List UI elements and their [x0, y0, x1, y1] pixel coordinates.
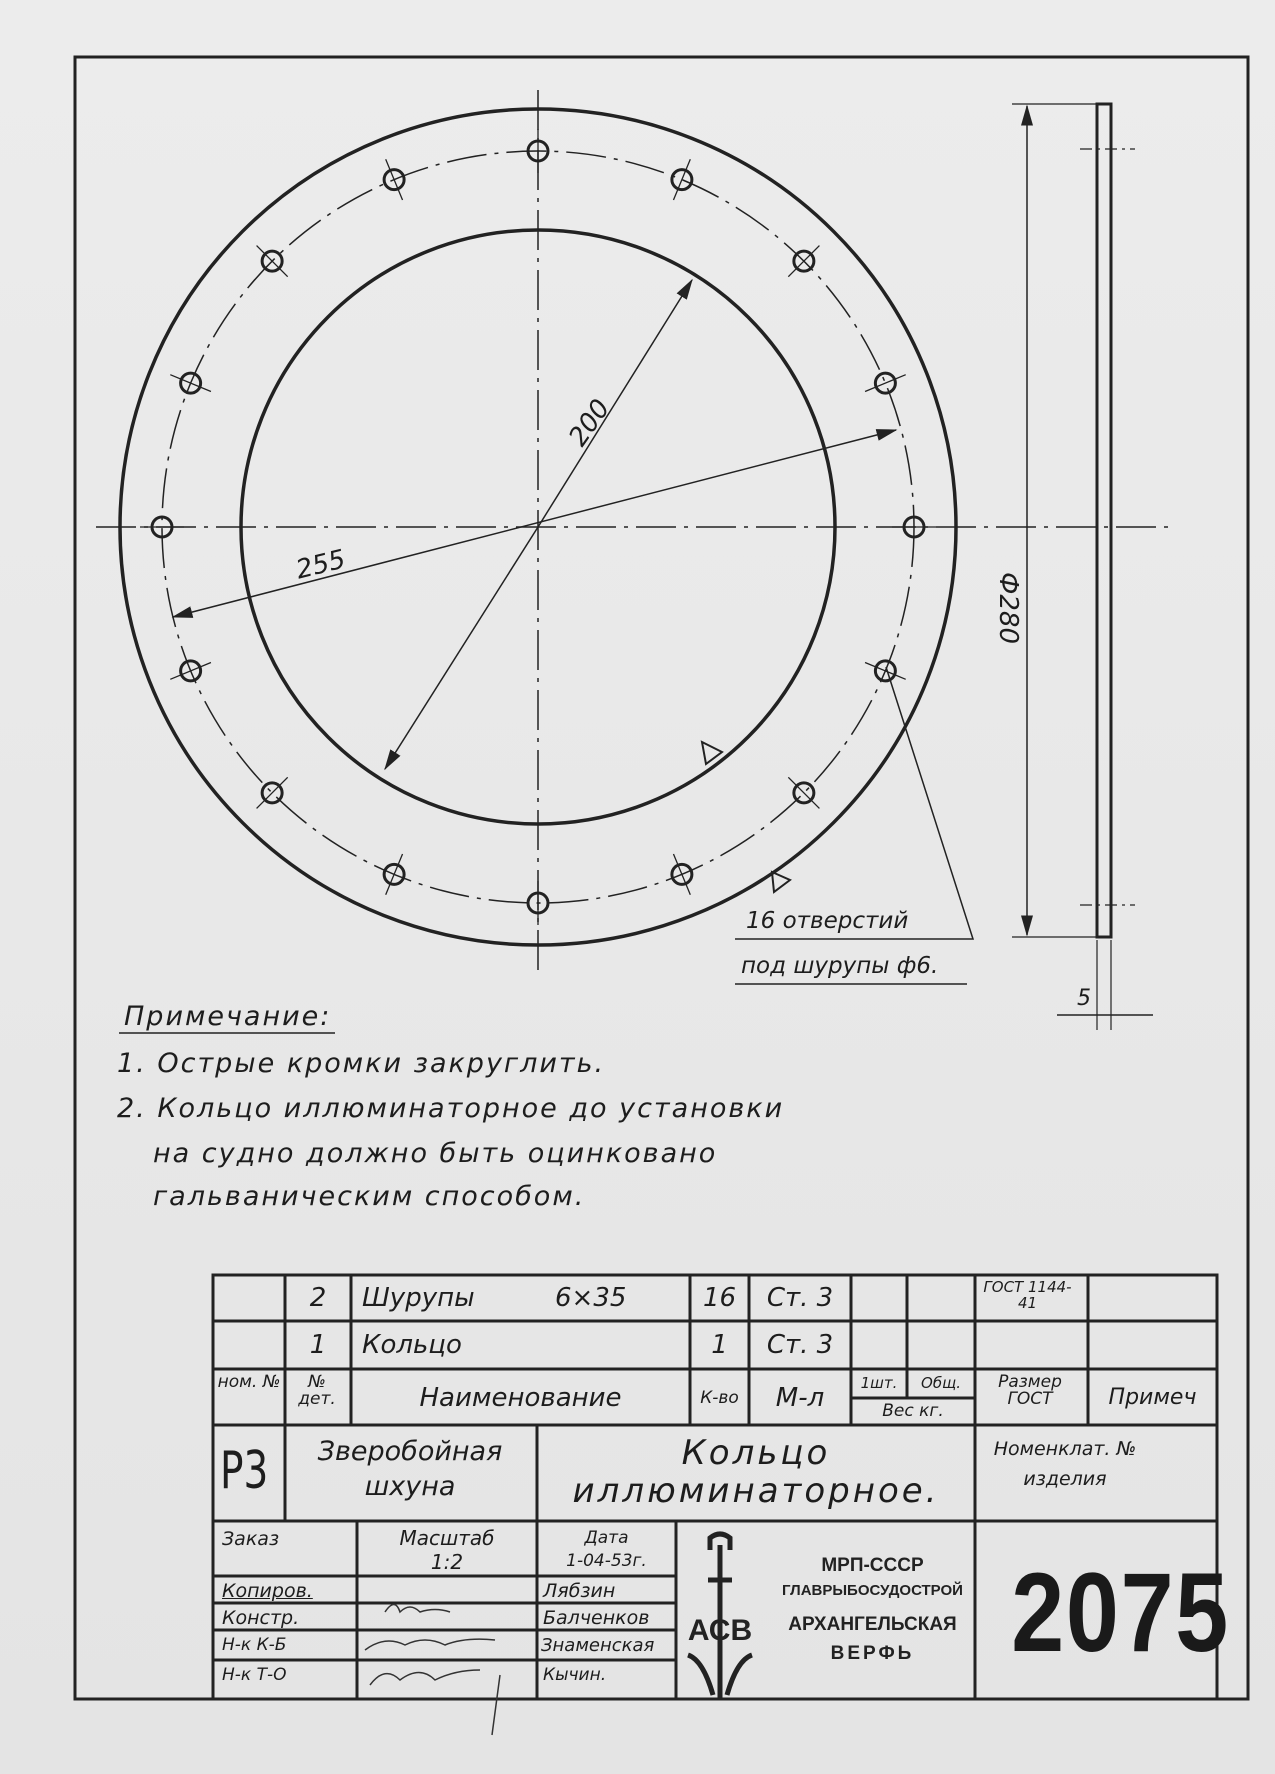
part-name: Кольцо [362, 1330, 462, 1360]
header-size: Размер ГОСТ [998, 1372, 1062, 1409]
order-label: Заказ [222, 1528, 280, 1550]
name-head-to: Кычин. [543, 1665, 607, 1685]
note-item: 1. Острые кромки закруглить. [117, 1048, 606, 1079]
header-weight: Вес кг. [882, 1401, 944, 1421]
drawing-number: 2075 [1011, 1550, 1230, 1675]
part-qty: 1 [711, 1330, 728, 1360]
hole-center-mark [865, 375, 906, 392]
header-name: Наименование [419, 1383, 622, 1413]
drawing-code: Р3 [220, 1441, 269, 1501]
title-line1: Кольцо [681, 1433, 831, 1473]
org-line3: АРХАНГЕЛЬСКАЯ [788, 1614, 957, 1635]
header-total: Общ. [921, 1374, 961, 1392]
header-one: 1шт. [860, 1374, 898, 1392]
date-value: 1-04-53г. [566, 1551, 647, 1571]
role-designer: Констр. [222, 1607, 300, 1629]
header-material: М-л [775, 1383, 825, 1413]
part-material: Ст. 3 [766, 1330, 834, 1360]
logo-letters: АСВ [687, 1614, 753, 1647]
part-qty: 16 [702, 1283, 737, 1313]
part-name: Шурупы [362, 1283, 475, 1313]
name-head-kb: Знаменская [541, 1635, 655, 1656]
header-nom: ном. № [217, 1372, 281, 1392]
holes-note-line1: 16 отверстий [746, 908, 909, 934]
org-line4: ВЕРФЬ [830, 1643, 915, 1664]
side-view [1097, 104, 1111, 937]
hole-center-mark [386, 854, 403, 895]
header-remark: Примеч [1108, 1385, 1197, 1410]
roughness-mark [772, 872, 790, 892]
name-copier: Лябзин [543, 1580, 616, 1602]
part-gost: ГОСТ 1144-41 [983, 1278, 1072, 1312]
dim-200-label: 200 [563, 394, 617, 452]
role-head-kb: Н-к К-Б [222, 1635, 287, 1655]
note-item: на судно должно быть оцинковано [153, 1138, 718, 1169]
scale-value: 1:2 [430, 1550, 464, 1574]
header-det: № дет. [298, 1372, 336, 1409]
org-line2: ГЛАВРЫБОСУДОСТРОЙ [782, 1582, 963, 1599]
signatures [365, 1605, 500, 1736]
hole-center-mark [170, 662, 211, 679]
nomenclature-label: Номенклат. № изделия [993, 1438, 1137, 1491]
role-copier: Копиров. [222, 1580, 313, 1602]
title-line2: иллюминаторное. [572, 1471, 940, 1511]
note-item: 2. Кольцо иллюминаторное до установки [117, 1093, 785, 1124]
dim-200-line-2 [385, 527, 538, 769]
header-qty: К-во [700, 1388, 739, 1408]
dim-5-label: 5 [1077, 986, 1091, 1011]
part-size: 6×35 [555, 1283, 627, 1313]
hole-center-mark [865, 662, 906, 679]
date-label: Дата [584, 1528, 629, 1548]
dim-255-line [173, 430, 896, 617]
dim-200-line [538, 280, 692, 527]
dim-280-label: Ф280 [993, 571, 1024, 645]
hole-center-mark [386, 159, 403, 200]
part-material: Ст. 3 [766, 1283, 834, 1313]
hole-center-mark [170, 375, 211, 392]
note-item: гальваническим способом. [153, 1181, 586, 1212]
hole-center-mark [673, 854, 690, 895]
dim-255-label: 255 [293, 544, 349, 586]
org-line1: МРП-СССР [821, 1555, 924, 1576]
part-num: 2 [309, 1283, 327, 1313]
notes-title: Примечание: [124, 1001, 332, 1032]
scale-label: Масштаб [399, 1526, 495, 1550]
name-designer: Балченков [543, 1607, 650, 1629]
role-head-to: Н-к Т-О [222, 1665, 287, 1685]
holes-note-line2: под шурупы ф6. [741, 953, 939, 979]
hole-center-mark [673, 159, 690, 200]
vessel-name: Зверобойная шхуна [317, 1436, 503, 1503]
part-num: 1 [309, 1330, 327, 1360]
